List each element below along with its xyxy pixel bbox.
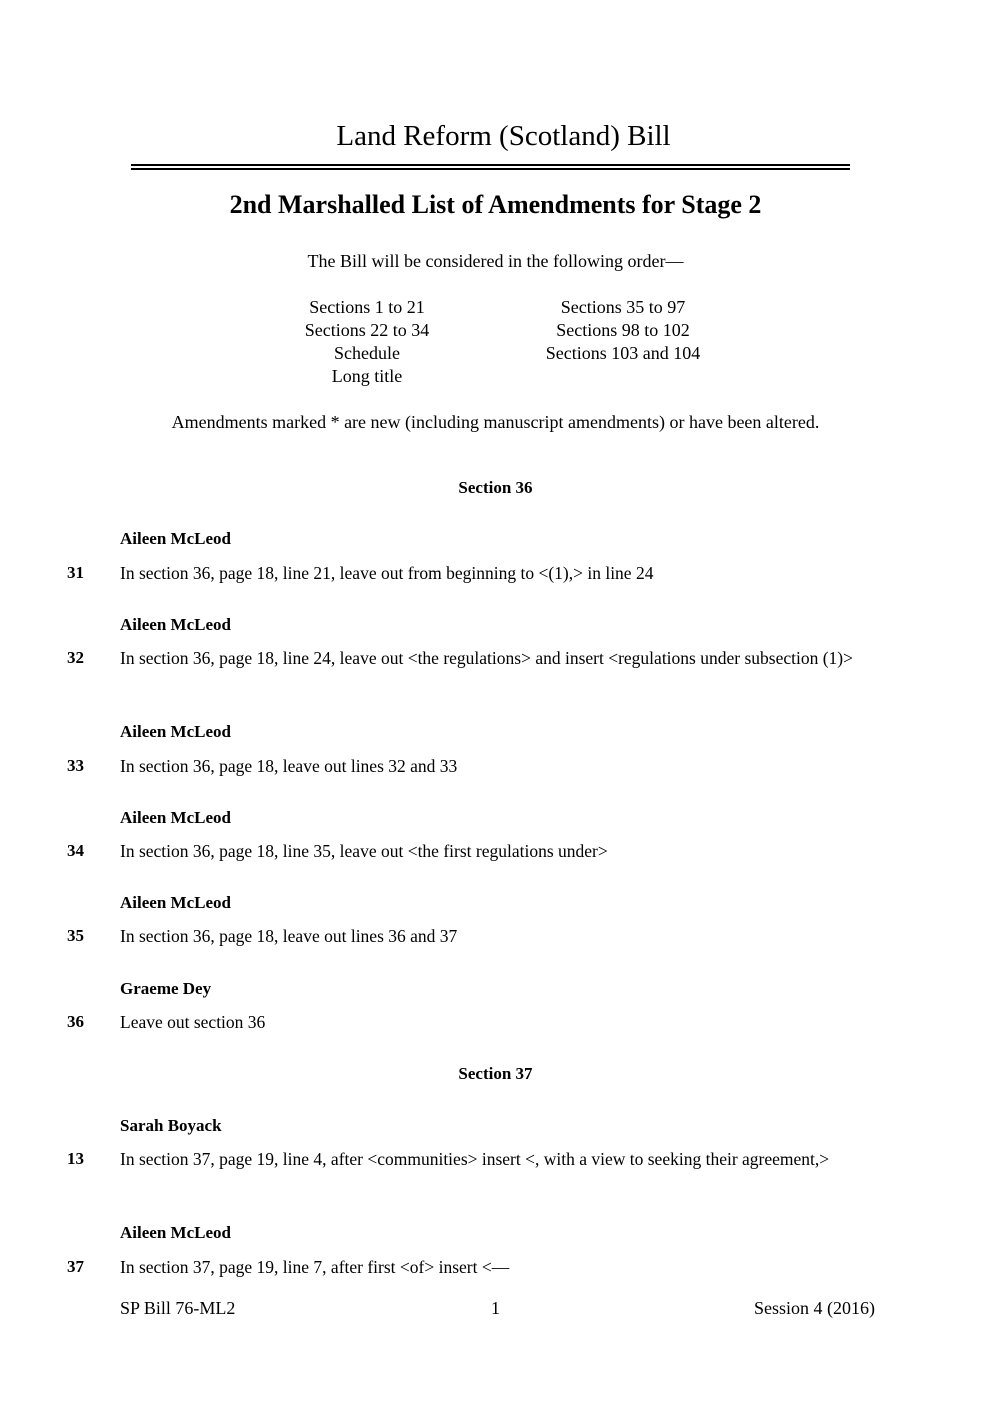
amendment-text: In section 36, page 18, line 24, leave out <the regulations> and insert <regulations under subsection (1)>	[120, 648, 853, 668]
amendment-member: Graeme Dey	[120, 979, 212, 998]
amendment-text: In section 37, page 19, line 4, after <communities> insert <, with a view to seeking their agreement,>	[120, 1149, 830, 1169]
consideration-order-left-column	[267, 296, 467, 388]
consideration-order-right-column	[513, 296, 733, 365]
order-item: Sections 1 to 21	[309, 297, 425, 317]
document-subtitle: 2nd Marshalled List of Amendments for Stage 2	[229, 190, 762, 219]
rule-line-bottom	[131, 168, 850, 170]
amendment-number: 32	[67, 648, 84, 667]
amendment-text: In section 36, page 18, line 35, leave out <the first regulations under>	[120, 841, 608, 861]
footer-page-number: 1	[491, 1298, 500, 1318]
order-item: Schedule	[334, 343, 400, 363]
order-item: Long title	[331, 366, 403, 386]
section-heading: Section 37	[458, 1064, 533, 1083]
amendment-marking-note: Amendments marked * are new (including manuscript amendments) or have been altered.	[171, 412, 820, 432]
footer-bill-reference: SP Bill 76-ML2	[120, 1298, 236, 1318]
consideration-order-intro: The Bill will be considered in the following order—	[307, 251, 684, 271]
order-item: Sections 35 to 97	[560, 297, 686, 317]
amendment-member: Aileen McLeod	[120, 529, 231, 548]
amendment-text: In section 36, page 18, leave out lines 32 and 33	[120, 756, 458, 776]
amendment-member: Aileen McLeod	[120, 722, 231, 741]
amendment-number: 31	[67, 563, 84, 582]
order-item: Sections 22 to 34	[304, 320, 430, 340]
order-item: Sections 103 and 104	[545, 343, 701, 363]
rule-line-top	[131, 164, 850, 166]
amendment-number: 13	[67, 1149, 84, 1168]
amendment-member: Aileen McLeod	[120, 808, 231, 827]
amendment-text: In section 36, page 18, leave out lines 36 and 37	[120, 926, 458, 946]
order-item: Sections 98 to 102	[556, 320, 690, 340]
amendment-text: In section 37, page 19, line 7, after first <of> insert <—	[120, 1257, 510, 1277]
amendment-number: 36	[67, 1012, 84, 1031]
footer-session: Session 4 (2016)	[754, 1298, 875, 1318]
amendment-number: 37	[67, 1257, 84, 1276]
section-heading: Section 36	[458, 478, 533, 497]
amendment-member: Aileen McLeod	[120, 1223, 231, 1242]
document-title: Land Reform (Scotland) Bill	[336, 120, 671, 152]
title-double-rule	[131, 164, 850, 170]
amendment-number: 35	[67, 926, 84, 945]
amendment-member: Sarah Boyack	[120, 1116, 222, 1135]
amendment-text: In section 36, page 18, line 21, leave out from beginning to <(1),> in line 24	[120, 563, 654, 583]
amendment-text: Leave out section 36	[120, 1012, 266, 1032]
amendment-member: Aileen McLeod	[120, 893, 231, 912]
amendment-number: 34	[67, 841, 84, 860]
amendment-member: Aileen McLeod	[120, 615, 231, 634]
amendment-number: 33	[67, 756, 84, 775]
